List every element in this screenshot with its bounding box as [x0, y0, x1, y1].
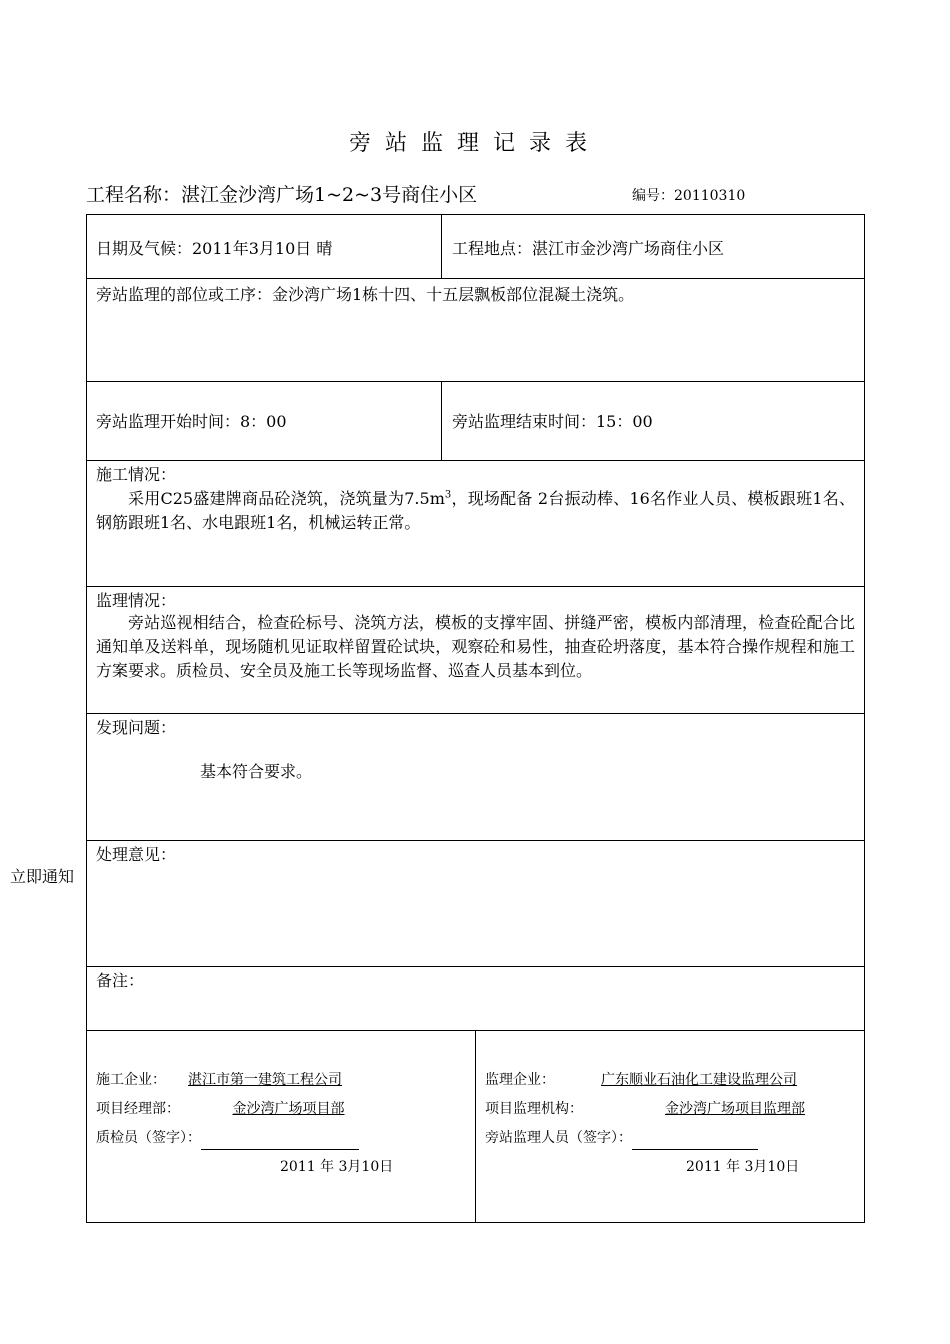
supervisor-signature-blank — [632, 1133, 758, 1150]
problems-label: 发现问题： — [96, 718, 177, 737]
contractor-dept-row — [96, 1097, 397, 1121]
contractor-signature-blank — [201, 1133, 359, 1150]
project-name: 工程名称：湛江金沙湾广场1~2~3号商住小区 — [86, 184, 478, 206]
supervisor-company-label: 监理企业： — [485, 1072, 555, 1088]
serial-number: 编号：20110310 — [632, 188, 746, 204]
contractor-dept-label: 项目经理部： — [96, 1101, 180, 1117]
work-location: 工程地点：湛江市金沙湾广场商住小区 — [452, 239, 725, 258]
start-time: 旁站监理开始时间：8：00 — [96, 412, 287, 431]
problems-text: 基本符合要求。 — [200, 762, 313, 781]
supervised-part-process: 旁站监理的部位或工序：金沙湾广场1栋十四、十五层飘板部位混凝土浇筑。 — [96, 285, 635, 304]
remarks-label: 备注： — [96, 971, 145, 990]
handling-label: 处理意见： — [96, 845, 177, 864]
contractor-date: 2011 年 3月10日 — [280, 1159, 394, 1175]
contractor-company-label: 施工企业： — [96, 1072, 166, 1088]
supervisor-dept-row — [485, 1097, 805, 1121]
supervisor-date: 2011 年 3月10日 — [686, 1159, 800, 1175]
supervision-text: 旁站巡视相结合，检查砼标号、浇筑方法，模板的支撑牢固、拼缝严密，模板内部清理，检查砼配合比通知单及送料单，现场随机见证取样留置砼试块，观察砼和易性，抽查砼坍落度，基本符合操作规程和施工方案要求。质检员、安全员及施工长等现场监督、巡查人员基本到位。 — [96, 613, 855, 680]
supervisor-dept-label: 项目监理机构： — [485, 1101, 583, 1117]
supervisor-inspector-row — [485, 1126, 758, 1150]
contractor-dept: 金沙湾广场项目部 — [232, 1101, 345, 1117]
construction-text: 采用C25盛建牌商品砼浇筑，浇筑量为$7.5m^3$，现场配备 2台振动棒、16名作业人员、模板跟班1名、钢筋跟班1名、水电跟班1名，机械运转正常。 — [96, 489, 855, 532]
contractor-company-row — [96, 1068, 342, 1092]
contractor-company: 湛江市第一建筑工程公司 — [188, 1072, 342, 1088]
supervisor-dept: 金沙湾广场项目监理部 — [665, 1101, 805, 1117]
cubic-superscript: 3 — [444, 489, 452, 501]
end-time: 旁站监理结束时间：15：00 — [452, 412, 653, 431]
supervisor-company-row — [485, 1068, 797, 1092]
document-title: 旁站监理记录表 — [348, 131, 601, 156]
contractor-inspector-label: 质检员（签字）： — [96, 1130, 201, 1146]
supervisor-inspector-label: 旁站监理人员（签字）： — [485, 1130, 632, 1146]
supervision-label: 监理情况： — [96, 591, 177, 610]
date-weather: 日期及气候：2011年3月10日 晴 — [96, 239, 333, 258]
supervisor-company: 广东顺业石油化工建设监理公司 — [601, 1072, 797, 1088]
construction-label: 施工情况： — [96, 465, 177, 484]
contractor-inspector-row — [96, 1126, 359, 1150]
handling-side-note: 立即通知 — [10, 867, 75, 886]
